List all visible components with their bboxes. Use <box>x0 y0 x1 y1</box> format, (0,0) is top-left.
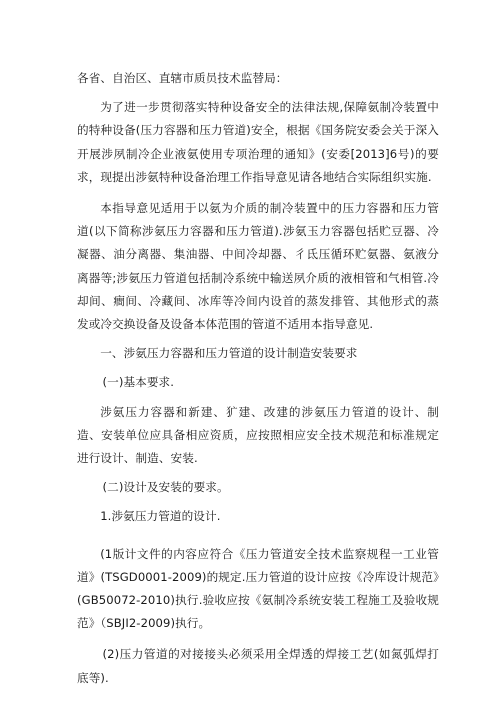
subsection-heading-basic: (一)基本要求. <box>102 375 175 390</box>
salutation: 各省、自治区、直辖市质员技术监替局： <box>77 71 288 85</box>
item-heading-1: 1.涉氨压力管道的设计. <box>100 509 221 524</box>
basic-requirements-paragraph: 涉氨压力容器和新建、犷建、改建的涉氨压力管道的设计、制造、安装单位应具备相应资质，应按照相应安全技术规范和标准规定进行设计、制造、安装. <box>77 404 439 466</box>
subsection-heading-design: (二)设计及安装的要求。 <box>102 480 229 495</box>
document-body <box>77 67 439 690</box>
intro-paragraph: 为了进一步贯彻落实特种设备安全的法律法规,保障氨制冷装置中的特种设备(压力容器和压力管道)安全，根据《国务院安委会关于深入开展涉夙制冷企业液氨使用专项治理的通知》(安委[2013]6号)的要求，现提出涉氨特种设备治理工作指导意见请各地结合实际组织实施. <box>77 100 439 184</box>
section-heading-1: 一、涉氨压力容器和压力管道的设计制造安装要求 <box>100 346 358 361</box>
point-paragraph-1: (1版计文件的内容应符合《压力管道安全技术监察规程一工业管道》(TSGD0001-2009)的规定.压力管道的设计应按《冷库设计规范》(GB50072-2010)执行.验收应按《氨制冷系统安装工程施工及验收规范》（SBJI2-2009)执行。 <box>77 546 439 631</box>
point-paragraph-2: (2)压力管道的对接接头必须采用全焊透的焊接工艺(如氮弧焊打底等). <box>77 647 439 685</box>
scope-paragraph: 本指导意见适用于以氨为介质的制冷装置中的压力容器和压力管道(以下简称涉氨压力容器和压力管道).涉氨玉力容器包括贮豆器、冷凝器、油分离器、集油器、中间冷却器、彳氐压循环贮氨器、氨液分离器等;涉氨压力管道包括制冷系统中输送夙介质的液相管和气相管.冷却间、癎间、冷藏间、冰库等冷间内设首的蒸发排管、其他形式的蒸发或冷交换设备及设备本体范围的管道不适用本指导意见. <box>77 201 439 332</box>
